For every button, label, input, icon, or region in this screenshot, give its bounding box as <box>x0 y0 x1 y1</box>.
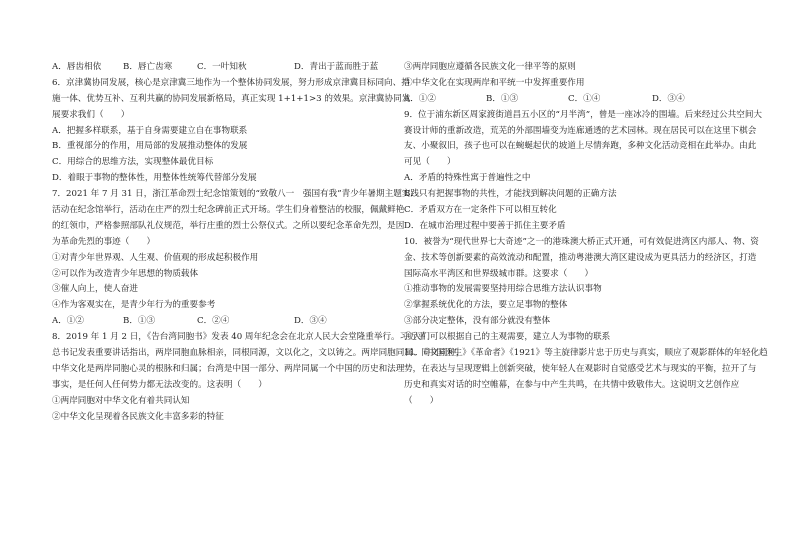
q10-item-1: ①推动事物的发展需要坚持用综合思维方法认识事物 <box>404 284 602 295</box>
q11-stem-line: 势，在表达与呈现逻辑上创新突破，使年轻人在观影时自觉感受艺术与现实的平衡，拉开了与 <box>404 363 757 374</box>
q6-option-a: A．把握多样联系，基于自身需要建立自在事物联系 <box>52 125 248 136</box>
q9-stem-line: 可见（ ） <box>404 157 456 168</box>
q9-stem-line: 赛设计师的重新改造，荒芜的外部围墙变为连廊通透的艺术园林。现在居民可以在这里下棋会 <box>404 125 757 136</box>
q8-item-4: ④中华文化在实现两岸和平统一中发挥重要作用 <box>404 77 585 88</box>
q6-stem-line: 展要求我们（ ） <box>52 109 130 120</box>
q7-option-b: B．①③ <box>123 316 156 327</box>
q9-stem-line: 9．位于浦东新区周家渡街道昌五小区的“月半湾”，曾是一座冰冷的围墙。后来经过公共空间大 <box>404 109 763 120</box>
q10-item-3: ③部分决定整体，没有部分就没有整体 <box>404 316 551 327</box>
q11-stem-line: （ ） <box>404 395 439 406</box>
q11-stem-line: 历史和真实对话的时空帷幕，在参与中产生共鸣，在共情中致敬伟大。这说明文艺创作应 <box>404 379 740 390</box>
q10-stem-line: 金、技术等创新要素的高效流动和配置，推动粤港澳大湾区建设成为更具活力的经济区，打造 <box>404 252 757 263</box>
q11-stem-line: 11．《中国医生》《革命者》《1921》等主旋律影片忠于历史与真实，顺应了观影群体的年轻化趋 <box>404 348 768 359</box>
q5-option-b: B．唇亡齿寒 <box>123 62 173 72</box>
q7-stem-line: 的红领巾，严格参照部队礼仪规范，举行庄重的烈士公祭仪式。之所以要纪念革命先烈，是因 <box>52 220 405 231</box>
q8-option-d: D．③④ <box>652 93 685 104</box>
q8-item-3: ③两岸同胞应遵循各民族文化一律平等的原则 <box>404 62 576 72</box>
q8-option-c: C．①④ <box>568 93 601 104</box>
q10-item-4: ④人们可以根据自己的主观需要，建立人为事物的联系 <box>404 332 611 343</box>
q8-stem-line: 总书记发表重要讲话指出，两岸同胞血脉相亲，同根同源，文以化之，文以铸之。两岸同胞同属、同文同种， <box>52 348 465 359</box>
q8-option-b: B．①③ <box>486 93 519 104</box>
q7-stem-line: 活动在纪念馆举行，活动在庄严的烈士纪念碑前正式开场。学生们身着整洁的校服，佩戴鲜艳 <box>52 205 405 216</box>
q8-stem-line: 中华文化是两岸同胞心灵的根脉和归属；台湾是中国一部分、两岸同属一个中国的历史和法理 <box>52 363 405 374</box>
q5-option-c: C．一叶知秋 <box>197 62 247 72</box>
q7-option-c: C．②④ <box>197 316 230 327</box>
q10-stem-line: 10．被誉为“现代世界七大奇迹”之一的港珠澳大桥正式开通，可有效促进湾区内部人、物、资 <box>404 236 759 247</box>
q10-stem-line: 国际高水平湾区和世界级城市群。这要求（ ） <box>404 268 594 279</box>
q8-item-1: ①两岸同胞对中华文化有着共同认知 <box>52 395 190 406</box>
q7-item-4: ④作为客观实在，是青少年行为的重要参考 <box>52 300 216 311</box>
q9-option-a: A．矛盾的特殊性寓于普遍性之中 <box>404 173 531 184</box>
q8-stem-line: 8．2019 年 1 月 2 日，《告台湾同胞书》发表 40 周年纪念会在北京人民大会堂隆重举行。习近平 <box>52 332 426 343</box>
q6-option-c: C．用综合的思维方法，实现整体最优目标 <box>52 157 214 168</box>
q9-stem-line: 友、小聚叙旧，孩子也可以在蜿蜒起伏的坡道上尽情奔跑，多种文化活动竞相在此举办。由此 <box>404 141 757 152</box>
q8-stem-line: 事实，是任何人任何势力都无法改变的。这表明（ ） <box>52 379 267 390</box>
q9-option-d: D．在城市治理过程中要善于抓住主要矛盾 <box>404 220 566 231</box>
q7-options <box>52 314 387 330</box>
q7-option-d: D．③④ <box>294 316 327 327</box>
q9-option-b: B．只有把握事物的共性，才能找到解决问题的正确方法 <box>404 189 617 200</box>
q7-stem-line: 7．2021 年 7 月 31 日，浙江革命烈士纪念馆策划的“致敬八一 强国有我”青少年暑期主题实践 <box>52 189 419 200</box>
q7-item-1: ①对青少年世界观、人生观、价值观的形成起积极作用 <box>52 252 259 263</box>
q7-option-a: A．①② <box>52 316 84 327</box>
q8-options <box>404 92 739 108</box>
q6-stem-line: 施一体、优势互补、互利共赢的协同发展新格局，真正实现 1+1+1>3 的效果。京津冀协同发 <box>52 93 411 104</box>
q6-option-d: D．着眼于事物的整体性，用整体性统筹代替部分发展 <box>52 173 257 184</box>
q10-item-2: ②掌握系统优化的方法，要立足事物的整体 <box>404 300 568 311</box>
q9-option-c: C．矛盾双方在一定条件下可以相互转化 <box>404 205 557 216</box>
q5-option-a: A．唇齿相依 <box>52 62 102 72</box>
q8-item-2: ②中华文化呈现着各民族文化丰富多彩的特征 <box>52 411 224 422</box>
q5-option-d: D．青出于蓝而胜于蓝 <box>294 62 379 72</box>
q7-stem-line: 为革命先烈的事迹（ ） <box>52 236 156 247</box>
q7-item-2: ②可以作为改造青少年思想的物质载体 <box>52 268 199 279</box>
q6-stem-line: 6．京津冀协同发展，核心是京津冀三地作为一个整体协同发展，努力形成京津冀目标同向、措 <box>52 77 410 88</box>
q6-option-b: B．重视部分的作用，用局部的发展推动整体的发展 <box>52 141 248 152</box>
right-column <box>404 60 768 410</box>
q7-item-3: ③催人向上，使人奋进 <box>52 284 138 295</box>
q8-option-a: A．①② <box>404 93 436 104</box>
q5-options <box>52 60 387 76</box>
